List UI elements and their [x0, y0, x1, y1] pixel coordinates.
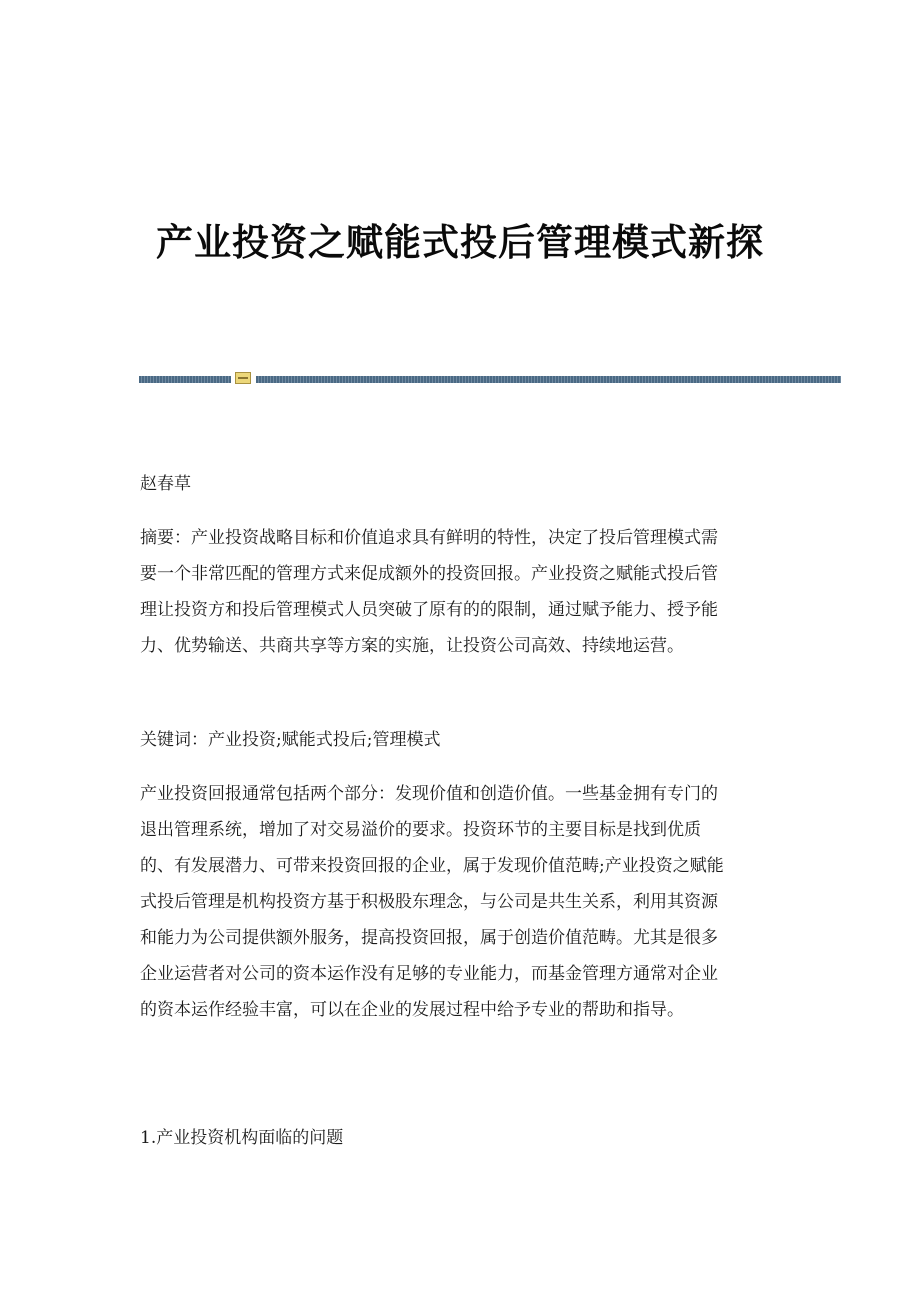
author-name: 赵春草 — [140, 474, 191, 494]
paragraph-line: 的资本运作经验丰富，可以在企业的发展过程中给予专业的帮助和指导。 — [140, 1000, 684, 1020]
paragraph-line: 和能力为公司提供额外服务，提高投资回报，属于创造价值范畴。尤其是很多 — [140, 928, 718, 948]
divider-bar-right — [256, 376, 841, 383]
paragraph-line: 退出管理系统，增加了对交易溢价的要求。投资环节的主要目标是找到优质 — [140, 820, 701, 840]
abstract-line: 要一个非常匹配的管理方式来促成额外的投资回报。产业投资之赋能式投后管 — [140, 564, 718, 584]
abstract-line: 理让投资方和投后管理模式人员突破了原有的的限制，通过赋予能力、授予能 — [140, 600, 718, 620]
abstract-line: 力、优势输送、共商共享等方案的实施，让投资公司高效、持续地运营。 — [140, 636, 684, 656]
document-title: 产业投资之赋能式投后管理模式新探 — [156, 220, 764, 264]
paragraph-line: 的、有发展潜力、可带来投资回报的企业，属于发现价值范畴;产业投资之赋能 — [140, 856, 724, 876]
body-paragraph — [140, 776, 780, 1028]
paragraph-line: 式投后管理是机构投资方基于积极股东理念，与公司是共生关系，利用其资源 — [140, 892, 718, 912]
section-heading: 1.产业投资机构面临的问题 — [140, 1128, 344, 1148]
keywords: 关键词：产业投资;赋能式投后;管理模式 — [140, 730, 441, 750]
divider-ornament-icon — [235, 372, 251, 384]
paragraph-line: 产业投资回报通常包括两个部分：发现价值和创造价值。一些基金拥有专门的 — [140, 784, 718, 804]
abstract-line: 摘要：产业投资战略目标和价值追求具有鲜明的特性，决定了投后管理模式需 — [140, 528, 718, 548]
abstract — [140, 520, 780, 664]
divider-bar-left — [139, 376, 231, 383]
paragraph-line: 企业运营者对公司的资本运作没有足够的专业能力，而基金管理方通常对企业 — [140, 964, 718, 984]
title-divider — [139, 372, 841, 384]
